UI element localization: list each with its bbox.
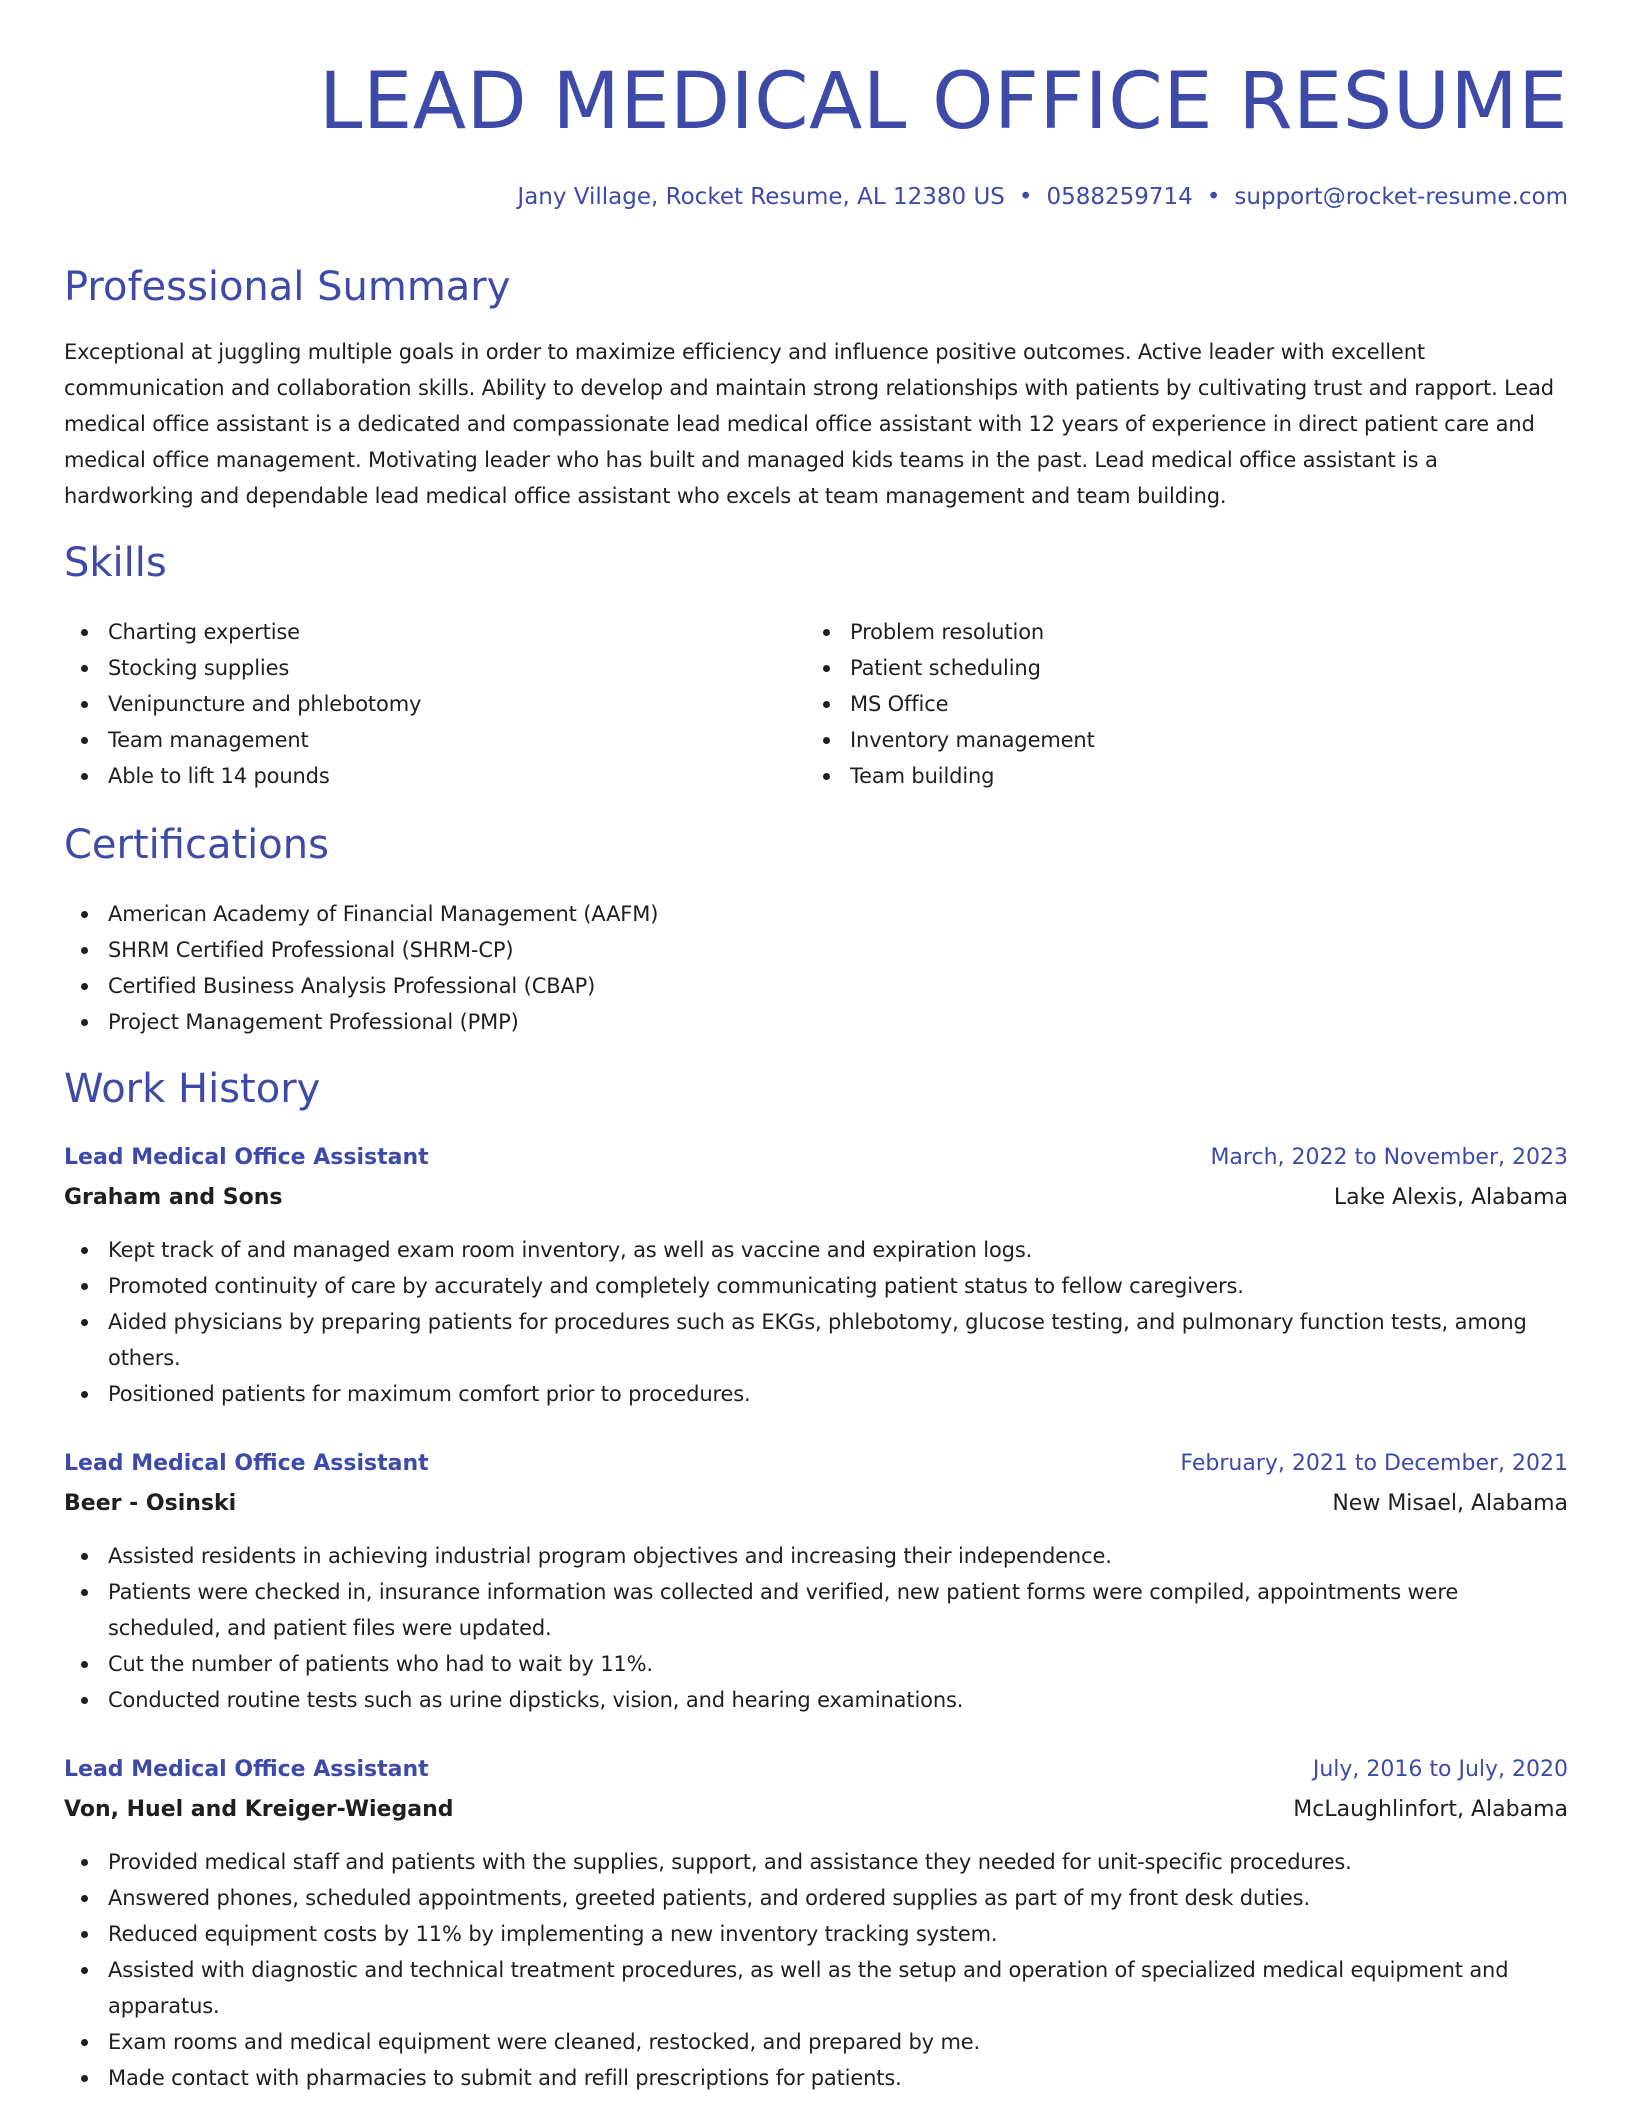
job-dates: February, 2021 to December, 2021 xyxy=(1180,1451,1568,1476)
job-duties xyxy=(64,1538,1568,1718)
job-duty: Conducted routine tests such as urine dipsticks, vision, and hearing examinations. xyxy=(64,1682,1568,1718)
job-duty: Reduced equipment costs by 11% by implementing a new inventory tracking system. xyxy=(64,1916,1568,1952)
job-company: Beer - Osinski xyxy=(64,1491,237,1516)
job-duty: Exam rooms and medical equipment were cleaned, restocked, and prepared by me. xyxy=(64,2024,1568,2060)
skill-item: Venipuncture and phlebotomy xyxy=(64,686,784,722)
work-history-heading: Work History xyxy=(64,1066,321,1112)
job-location: McLaughlinfort, Alabama xyxy=(1293,1797,1568,1822)
job-location: Lake Alexis, Alabama xyxy=(1333,1185,1568,1210)
summary-heading: Professional Summary xyxy=(64,264,511,310)
job-duties xyxy=(64,1844,1568,2096)
job-entry xyxy=(64,1752,1568,2096)
resume-title: LEAD MEDICAL OFFICE RESUME xyxy=(318,57,1568,147)
job-duty: Patients were checked in, insurance information was collected and verified, new patient forms were compiled, appointments were scheduled, and patient files were updated. xyxy=(64,1574,1568,1646)
job-duty: Made contact with pharmacies to submit and refill prescriptions for patients. xyxy=(64,2060,1568,2096)
job-entry xyxy=(64,1446,1568,1718)
job-duty: Answered phones, scheduled appointments, greeted patients, and ordered supplies as part of my front desk duties. xyxy=(64,1880,1568,1916)
job-dates: July, 2016 to July, 2020 xyxy=(1312,1757,1568,1782)
certifications-heading: Certifications xyxy=(64,822,329,868)
job-subheader xyxy=(64,1180,1568,1220)
skills-list-left xyxy=(64,614,784,794)
job-duty: Provided medical staff and patients with the supplies, support, and assistance they needed for unit-specific procedures. xyxy=(64,1844,1568,1880)
job-duty: Promoted continuity of care by accurately and completely communicating patient status to fellow caregivers. xyxy=(64,1268,1568,1304)
job-subheader xyxy=(64,1486,1568,1526)
contact-separator: • xyxy=(1018,184,1033,210)
skill-item: Patient scheduling xyxy=(806,650,1526,686)
job-dates: March, 2022 to November, 2023 xyxy=(1210,1145,1568,1170)
skill-item: Problem resolution xyxy=(806,614,1526,650)
job-duty: Aided physicians by preparing patients for procedures such as EKGs, phlebotomy, glucose testing, and pulmonary function tests, among others. xyxy=(64,1304,1568,1376)
job-subheader xyxy=(64,1792,1568,1832)
job-duty: Positioned patients for maximum comfort prior to procedures. xyxy=(64,1376,1568,1412)
contact-phone: 0588259714 xyxy=(1046,184,1193,210)
job-title: Lead Medical Office Assistant xyxy=(64,1757,429,1782)
job-duty: Kept track of and managed exam room inventory, as well as vaccine and expiration logs. xyxy=(64,1232,1568,1268)
job-duties xyxy=(64,1232,1568,1412)
contact-email: support@rocket-resume.com xyxy=(1234,184,1568,210)
skill-item: Charting expertise xyxy=(64,614,784,650)
certifications-list xyxy=(64,896,1568,1040)
summary-text: Exceptional at juggling multiple goals in order to maximize efficiency and influence positive outcomes. Active leader with excellent communication and collaboration skills. Ability to develop and maintain strong relationships with patients by cultivating trust and rapport. Lead medical office assistant is a dedicated and compassionate lead medical office assistant with 12 years of experience in direct patient care and medical office management. Motivating leader who has built and managed kids teams in the past. Lead medical office assistant is a hardworking and dependable lead medical office assistant who excels at team management and team building. xyxy=(64,340,1554,508)
skill-item: MS Office xyxy=(806,686,1526,722)
skills-list-right xyxy=(806,614,1526,794)
job-title: Lead Medical Office Assistant xyxy=(64,1451,429,1476)
skill-item: Team building xyxy=(806,758,1526,794)
skill-item: Stocking supplies xyxy=(64,650,784,686)
contact-separator: • xyxy=(1206,184,1221,210)
job-entry xyxy=(64,1140,1568,1412)
skill-item: Inventory management xyxy=(806,722,1526,758)
skill-item: Team management xyxy=(64,722,784,758)
contact-line xyxy=(517,180,1568,214)
certification-item: American Academy of Financial Management (AAFM) xyxy=(64,896,1568,932)
job-location: New Misael, Alabama xyxy=(1332,1491,1568,1516)
job-company: Von, Huel and Kreiger-Wiegand xyxy=(64,1797,454,1822)
contact-address: Jany Village, Rocket Resume, AL 12380 US xyxy=(517,184,1005,210)
job-header xyxy=(64,1752,1568,1792)
job-duty: Assisted residents in achieving industrial program objectives and increasing their independence. xyxy=(64,1538,1568,1574)
job-header xyxy=(64,1140,1568,1180)
job-company: Graham and Sons xyxy=(64,1185,283,1210)
certification-item: Certified Business Analysis Professional (CBAP) xyxy=(64,968,1568,1004)
certification-item: Project Management Professional (PMP) xyxy=(64,1004,1568,1040)
skills-heading: Skills xyxy=(64,540,167,586)
job-duty: Assisted with diagnostic and technical treatment procedures, as well as the setup and operation of specialized medical equipment and apparatus. xyxy=(64,1952,1568,2024)
job-title: Lead Medical Office Assistant xyxy=(64,1145,429,1170)
certification-item: SHRM Certified Professional (SHRM-CP) xyxy=(64,932,1568,968)
skill-item: Able to lift 14 pounds xyxy=(64,758,784,794)
job-duty: Cut the number of patients who had to wait by 11%. xyxy=(64,1646,1568,1682)
job-header xyxy=(64,1446,1568,1486)
